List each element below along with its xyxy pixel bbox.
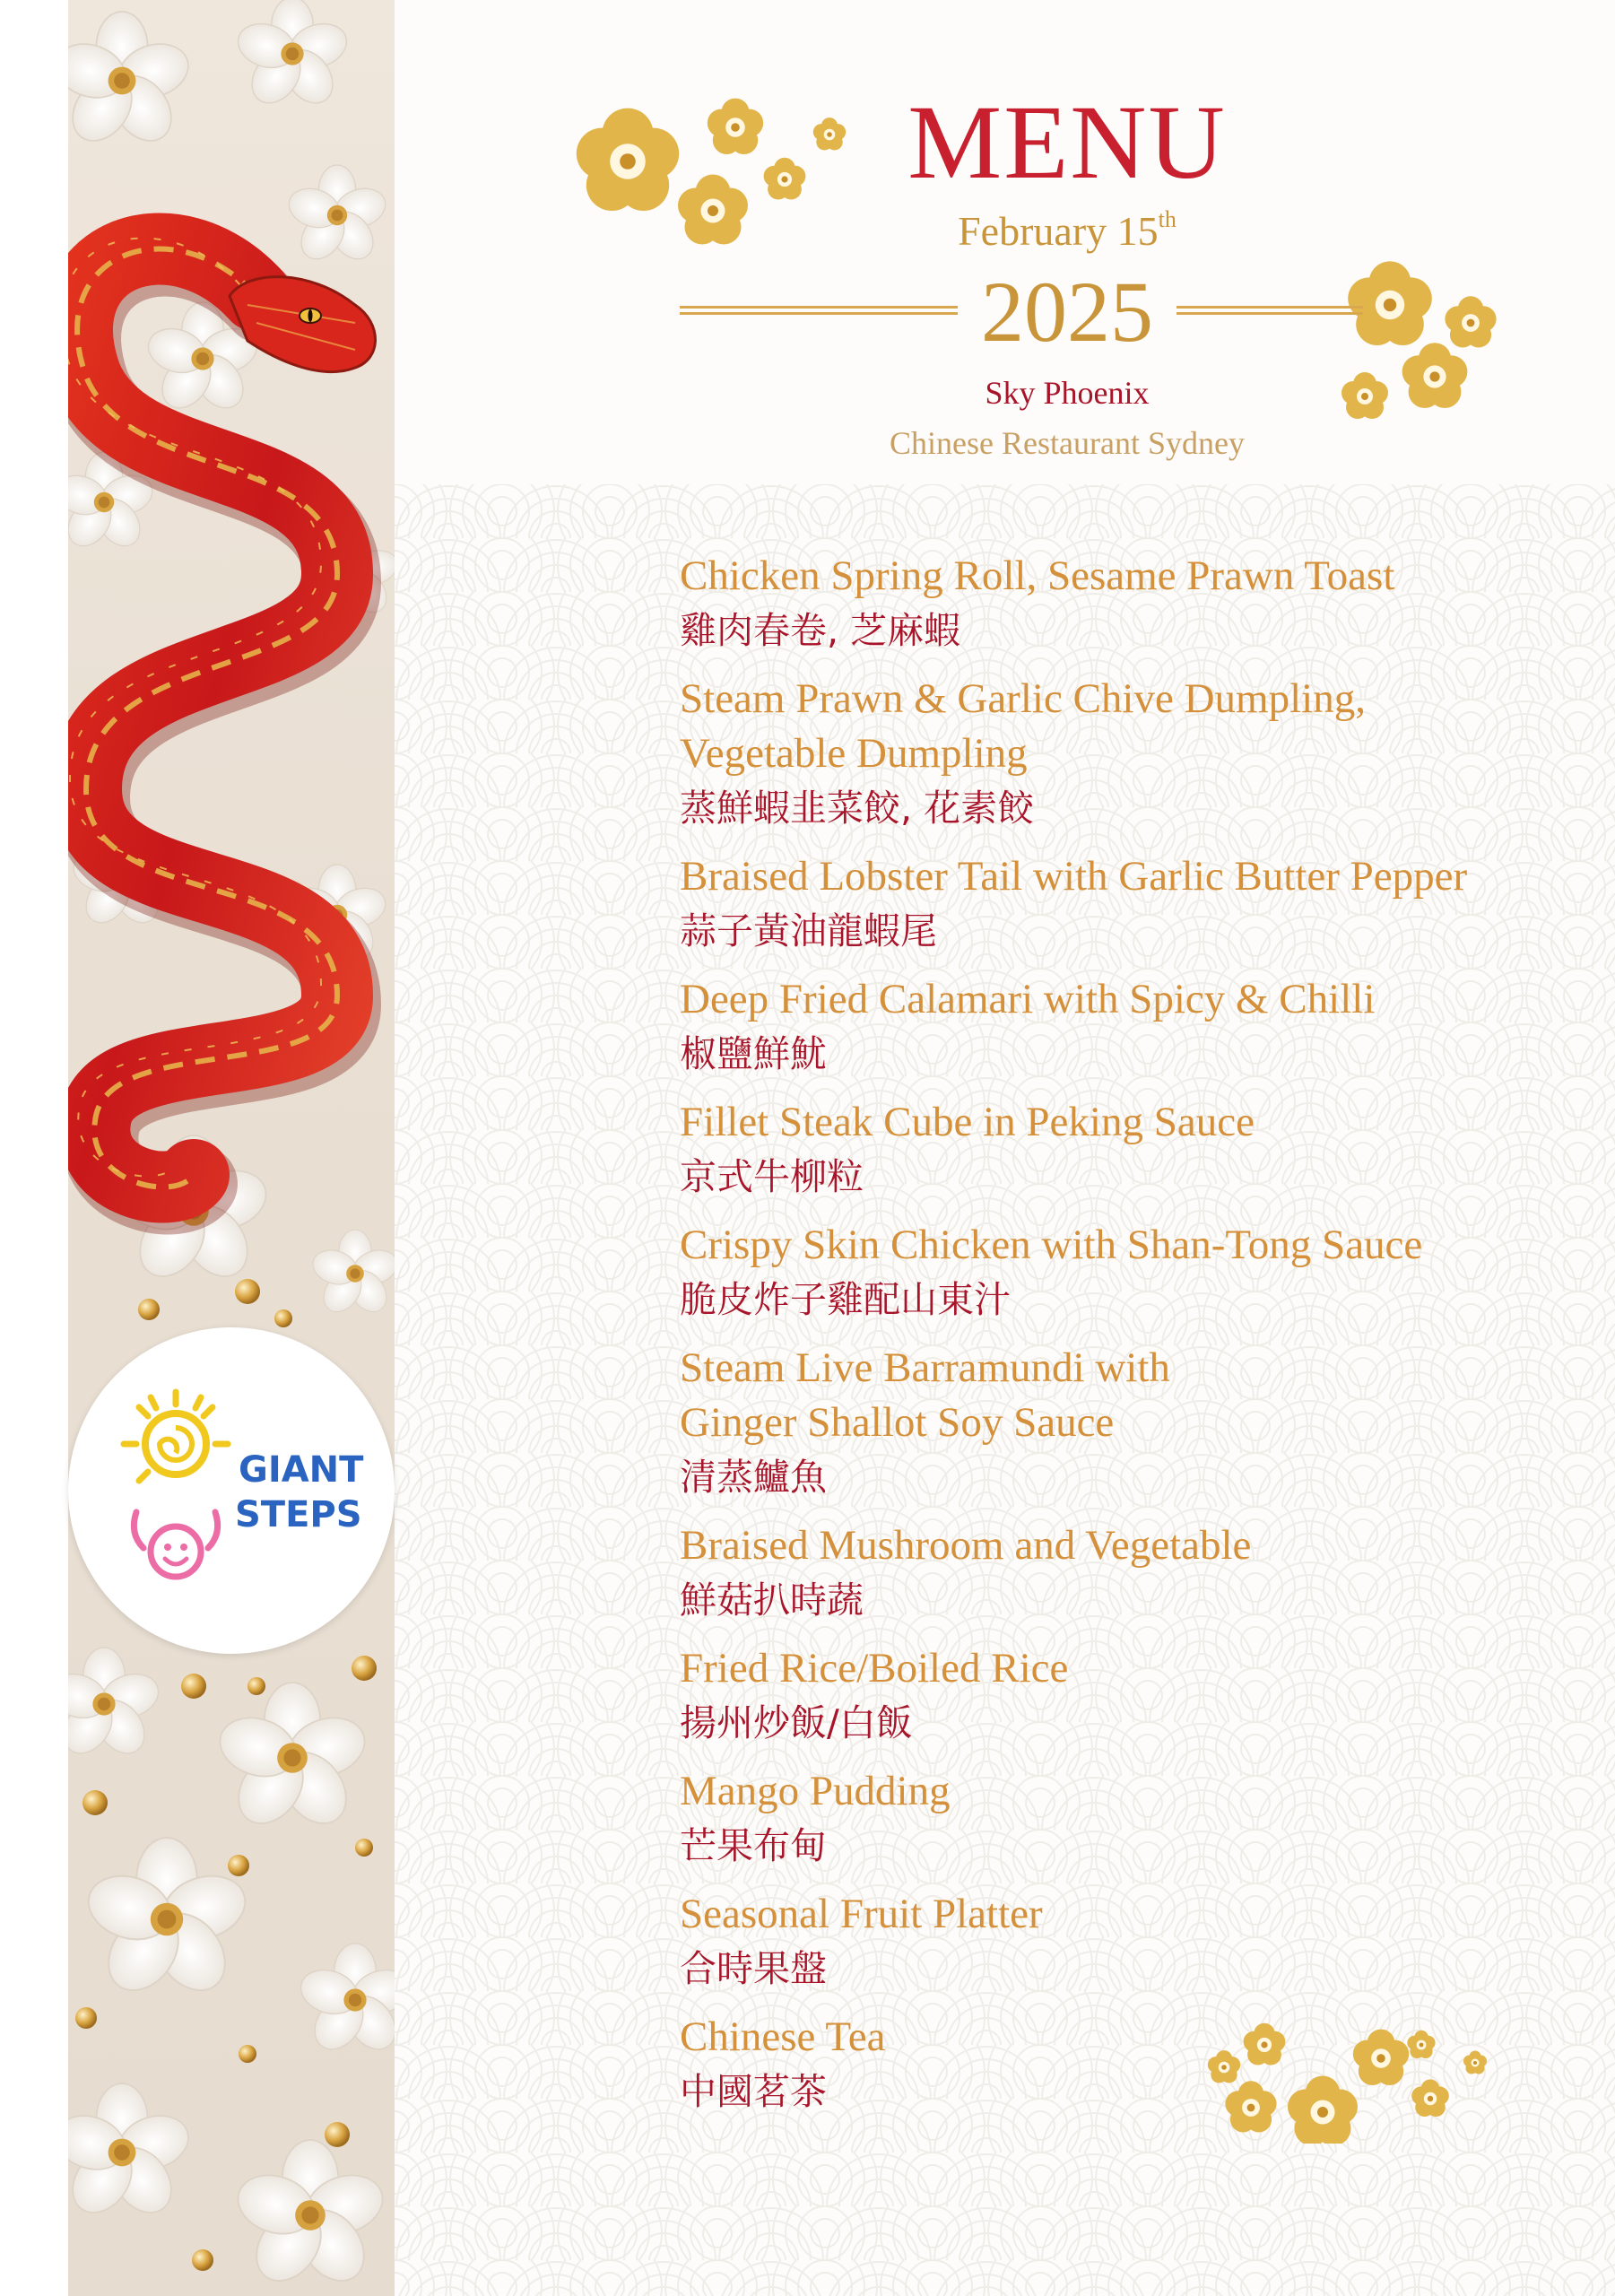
sun-icon	[124, 1392, 228, 1481]
menu-item	[680, 1641, 1576, 1750]
menu-item	[680, 1764, 1576, 1873]
menu-item	[680, 1095, 1576, 1204]
menu-item	[680, 1518, 1576, 1627]
divider-right	[1177, 306, 1363, 315]
item-english: Braised Lobster Tail with Garlic Butter Pepper	[680, 853, 1468, 900]
item-chinese: 中國茗茶	[680, 2070, 827, 2113]
item-english: Fried Rice/Boiled Rice	[680, 1645, 1069, 1692]
floral-snake-illustration	[68, 0, 395, 2296]
item-english: Chicken Spring Roll, Sesame Prawn Toast	[680, 552, 1395, 599]
item-english: Chinese Tea	[680, 2013, 886, 2060]
giant-steps-logo	[68, 1327, 395, 1654]
item-english: Mango Pudding	[680, 1768, 951, 1814]
logo-artwork	[68, 1327, 395, 1654]
menu-list	[680, 549, 1576, 2133]
gold-blossoms-top-right	[1327, 260, 1515, 430]
item-chinese: 蒜子黃油龍蝦尾	[680, 909, 937, 952]
gold-blossoms-top-left	[574, 90, 861, 269]
smiling-child-icon	[134, 1512, 217, 1577]
logo-text-steps: STEPS	[235, 1494, 362, 1535]
item-chinese: 京式牛柳粒	[680, 1155, 864, 1198]
menu-title: MENU	[907, 83, 1227, 201]
item-english: Steam Prawn & Garlic Chive Dumpling,	[680, 675, 1366, 722]
item-chinese: 清蒸鱸魚	[680, 1456, 827, 1499]
item-english: Seasonal Fruit Platter	[680, 1891, 1043, 1937]
menu-item	[680, 1341, 1576, 1504]
restaurant-name: Sky Phoenix	[985, 375, 1150, 411]
item-chinese: 鮮菇扒時蔬	[680, 1578, 864, 1622]
item-chinese: 椒鹽鮮魷	[680, 1032, 827, 1075]
logo-text-giant: GIANT	[239, 1449, 364, 1491]
menu-year: 2025	[981, 264, 1153, 360]
item-english: Braised Mushroom and Vegetable	[680, 1522, 1252, 1569]
left-margin	[0, 0, 68, 2296]
item-chinese: 揚州炒飯/白飯	[680, 1701, 913, 1744]
item-english: Steam Live Barramundi with	[680, 1344, 1170, 1391]
menu-item	[680, 1218, 1576, 1326]
item-english: Crispy Skin Chicken with Shan-Tong Sauce	[680, 1222, 1423, 1268]
item-chinese: 蒸鮮蝦韭菜餃, 花素餃	[680, 787, 1035, 830]
item-chinese: 芒果布甸	[680, 1824, 827, 1867]
item-english-line2: Ginger Shallot Soy Sauce	[680, 1399, 1115, 1446]
menu-item	[680, 672, 1576, 835]
menu-item	[680, 1887, 1576, 1996]
menu-item	[680, 972, 1576, 1081]
menu-item	[680, 2010, 1576, 2118]
date-text: February 15	[958, 208, 1159, 254]
decorative-strip	[68, 0, 395, 2296]
item-chinese: 合時果盤	[680, 1947, 827, 1990]
menu-date	[897, 208, 1237, 252]
item-chinese: 脆皮炸子雞配山東汁	[680, 1278, 1011, 1321]
date-ordinal: th	[1158, 206, 1177, 232]
item-chinese: 雞肉春卷, 芝麻蝦	[680, 609, 961, 652]
restaurant-subtitle: Chinese Restaurant Sydney	[890, 425, 1245, 461]
menu-item	[680, 849, 1576, 958]
item-english: Deep Fried Calamari with Spicy & Chilli	[680, 976, 1376, 1022]
item-english: Fillet Steak Cube in Peking Sauce	[680, 1099, 1255, 1145]
menu-item	[680, 549, 1576, 657]
item-english-line2: Vegetable Dumpling	[680, 730, 1028, 777]
